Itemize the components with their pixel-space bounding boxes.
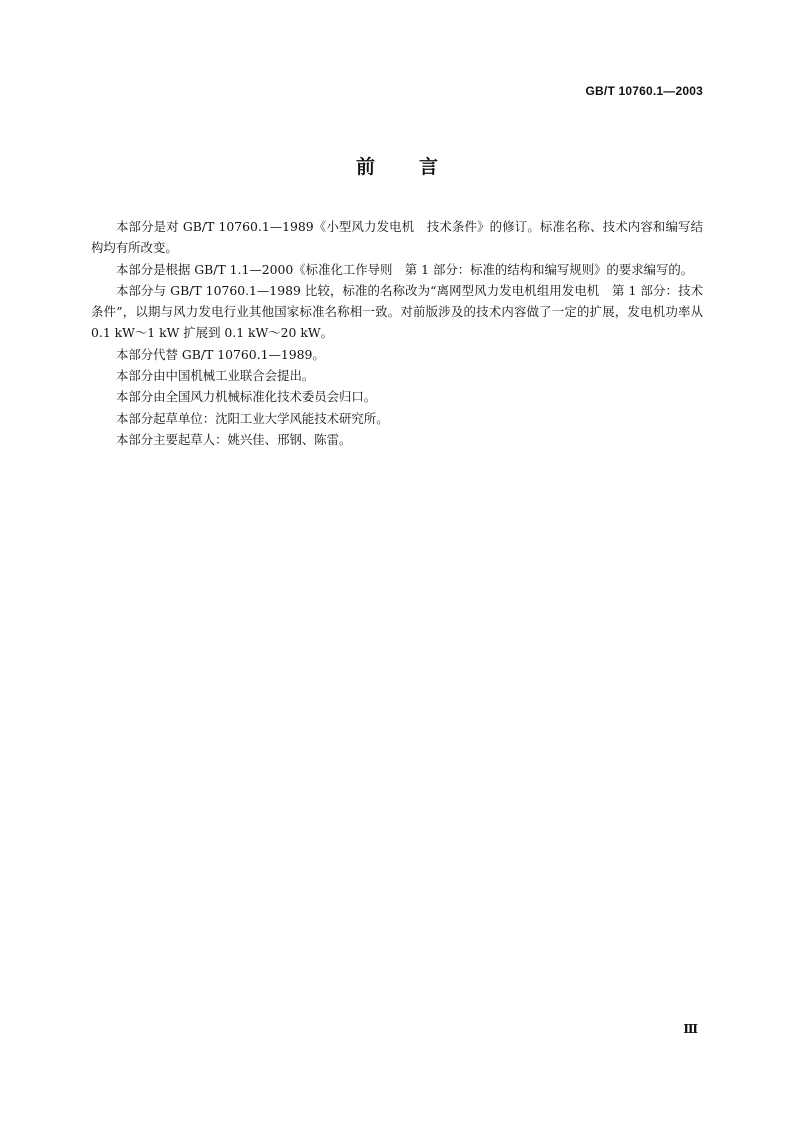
paragraph-drafting-unit: 本部分起草单位：沈阳工业大学风能技术研究所。 (116, 410, 389, 426)
standard-code: GB/T 10760.1—2003 (585, 84, 703, 98)
paragraph-drafting-basis: 本部分是根据 GB/T 1.1—2000《标准化工作导则 第 1 部分：标准的结构和编写规则》的要求编写的。 (116, 261, 694, 277)
page-title-char-1: 前 (355, 156, 375, 178)
paragraph-drafters: 本部分主要起草人：姚兴佳、邢钢、陈雷。 (116, 431, 352, 447)
foreword-body (91, 216, 703, 450)
paragraph-proposed-by: 本部分由中国机械工业联合会提出。 (116, 368, 315, 384)
paragraph-supersedes: 本部分代替 GB/T 10760.1—1989。 (116, 346, 325, 362)
page-title (0, 152, 794, 179)
page-title-char-2: 言 (419, 156, 439, 178)
paragraph-centralized-by: 本部分由全国风力机械标准化技术委员会归口。 (116, 389, 377, 405)
paragraph-comparison: 本部分与 GB/T 10760.1—1989 比较，标准的名称改为“离网型风力发电机组用发电机 第 1 部分：技术条件”，以期与风力发电行业其他国家标准名称相一致。对前版涉及的技术内容做了一定的扩展，发电机功率从 0.1 kW～1 kW 扩展到 0.1 kW～20 kW。 (91, 282, 703, 341)
page-number: Ⅲ (683, 1022, 698, 1036)
paragraph-revision: 本部分是对 GB/T 10760.1—1989《小型风力发电机 技术条件》的修订。标准名称、技术内容和编写结构均有所改变。 (91, 219, 703, 256)
